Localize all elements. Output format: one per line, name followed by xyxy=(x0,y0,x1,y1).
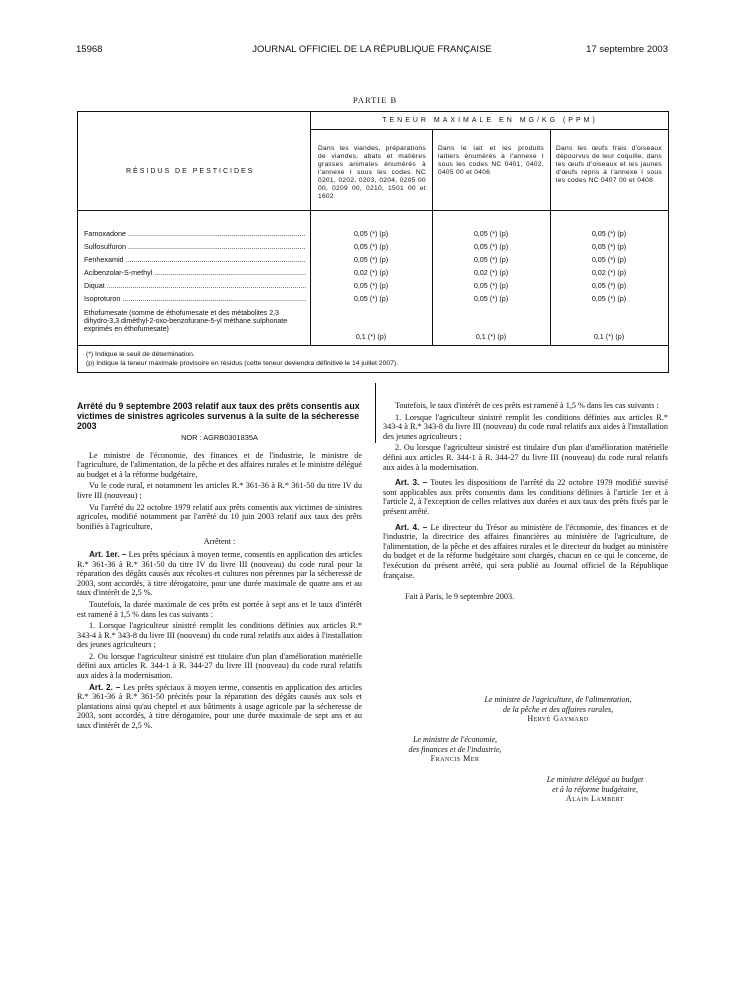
row-label: Sulfosulfuron ..... xyxy=(84,243,306,251)
table-vline xyxy=(310,112,311,345)
cell-value: 0,02 (*) (p) xyxy=(591,268,627,277)
cell-value: 0,05 (*) (p) xyxy=(353,242,389,251)
cell-value: 0,05 (*) (p) xyxy=(353,281,389,290)
article-text: Le directeur du Trésor au ministère de l'économie, des finances et de l'industrie, la directrice des affaires financières au ministère de l'agriculture, de l'alimentation, de la pêche et des affaires rurales et le directeur du budget au ministère du budget et de la réforme budgétaire sont chargés, chacun en ce qui le concerne, de l'exécution du présent arrêté, qui sera publié au Journal officiel de la République française. xyxy=(383,522,668,580)
cell-value: 0,02 (*) (p) xyxy=(353,268,389,277)
signatory-name: Francis Mer xyxy=(430,754,480,764)
row-label: Famoxadone ..... xyxy=(84,230,306,238)
cell-value: 0,05 (*) (p) xyxy=(473,281,509,290)
table-note: (*) Indique le seuil de détermination. xyxy=(86,351,195,358)
table-hline xyxy=(78,210,668,211)
paragraph: 1. Lorsque l'agriculteur sinistré remplit les conditions définies aux articles R.* 343-4 à R.* 343-8 du livre III (nouveau) du code rural relatifs aux aides à l'installation des jeunes agriculteurs ; xyxy=(383,412,668,441)
signatory-title: Le ministre délégué au budget xyxy=(546,775,644,784)
cell-value: 0,05 (*) (p) xyxy=(353,294,389,303)
column-header-viandes: Dans les viandes, préparations de viandes, abats et matières grasses animales énumérés à l'annexe I sous les codes NC 0201, 0202, 0203, 0204, 0205 00 00, 0209 00, 0210, 1501 00 et 1602 xyxy=(318,145,426,200)
right-column xyxy=(383,401,668,614)
cell-value: 0,05 (*) (p) xyxy=(353,255,389,264)
cell-value: 0,05 (*) (p) xyxy=(473,242,509,251)
preamble-paragraph: Vu le code rural, et notamment les articles R.* 361-36 à R.* 361-50 du titre IV du livre III (nouveau) ; xyxy=(77,481,362,500)
signature-budget xyxy=(515,775,675,804)
article-label: Art. 3. – xyxy=(395,478,428,488)
cell-value: 0,05 (*) (p) xyxy=(473,294,509,303)
residues-table xyxy=(77,111,669,373)
cell-value: 0,05 (*) (p) xyxy=(591,255,627,264)
article-label: Art. 2. – xyxy=(89,682,121,692)
journal-title: JOURNAL OFFICIEL DE LA RÉPUBLIQUE FRANÇAISE xyxy=(252,44,492,55)
nor-reference: NOR : AGRB0301835A xyxy=(181,433,258,442)
article-1 xyxy=(77,550,362,598)
signatory-title: des finances et de l'industrie, xyxy=(408,744,502,754)
page-number: 15968 xyxy=(76,44,103,55)
article-label: Art. 4. – xyxy=(395,522,428,532)
column-header-oeufs: Dans les œufs frais d'oiseaux dépourvus de leur coquille, dans les œufs d'oiseaux et les jaunes d'œufs repris à l'annexe I sous les codes NC 0407 00 et 0408 xyxy=(556,145,662,184)
article-2 xyxy=(77,683,362,731)
cell-value: 0,05 (*) (p) xyxy=(591,242,627,251)
paragraph: 2. Ou lorsque l'agriculteur sinistré est titulaire d'un plan d'amélioration matérielle défini aux articles R. 344-1 à R. 344-27 du livre III (nouveau) du code rural relatifs aux aides à la modernisation. xyxy=(383,443,668,472)
cell-value: 0,1 (*) (p) xyxy=(475,332,507,341)
table-hline xyxy=(78,345,668,346)
cell-value: 0,05 (*) (p) xyxy=(473,229,509,238)
cell-value: 0,1 (*) (p) xyxy=(593,332,625,341)
column-header-lait: Dans le lait et les produits laitiers énumérés à l'annexe I sous les codes NC 0401, 0402, 0405 00 et 0406 xyxy=(438,145,544,176)
article-4 xyxy=(383,523,668,581)
page-header xyxy=(76,44,668,58)
signature-economie xyxy=(370,735,540,764)
cell-value: 0,05 (*) (p) xyxy=(591,229,627,238)
fait-a-paris: Fait à Paris, le 9 septembre 2003. xyxy=(405,592,515,602)
signatory-title: et à la réforme budgétaire, xyxy=(552,784,638,794)
cell-value: 0,05 (*) (p) xyxy=(473,255,509,264)
cell-value: 0,05 (*) (p) xyxy=(353,229,389,238)
cell-value: 0,05 (*) (p) xyxy=(591,294,627,303)
arretent: Arrêtent : xyxy=(203,537,236,547)
table-hline xyxy=(310,129,668,130)
cell-value: 0,1 (*) (p) xyxy=(355,332,387,341)
teneur-header: TENEUR MAXIMALE EN MG/KG (PPM) xyxy=(382,117,598,124)
article-text: Les prêts spéciaux à moyen terme, consentis en application des articles R.* 361-36 à R.* 361-50 du titre IV du livre III (nouveau) du code rural pour la réparation des dégâts causés aux récoltes et cultures non pérennes par la sécheresse de 2003, sont accordés, à titre dérogatoire, pour une durée maximale de quatre ans et au taux d'intérêt de 2,5 %. xyxy=(77,549,362,598)
signatory-title: de la pêche et des affaires rurales, xyxy=(502,704,614,714)
paragraph: 2. Ou lorsque l'agriculteur sinistré est titulaire d'un plan d'amélioration matérielle défini aux articles R. 344-1 à R. 344-27 du livre III (nouveau) du code rural relatifs aux aides à la modernisation. xyxy=(77,651,362,681)
paragraph: Toutefois, la durée maximale de ces prêts est portée à sept ans et le taux d'intérêt est ramené à 1,5 % dans les cas suivants : xyxy=(77,599,362,619)
signatory-name: Alain Lambert xyxy=(565,794,625,804)
preamble-paragraph: Vu l'arrêté du 22 octobre 1979 relatif aux prêts consentis aux victimes de sinistres agricoles, modifié notamment par l'arrêté du 10 juin 2003 relatif aux taux des prêts bonifiés à l'agriculture, xyxy=(77,502,362,531)
preamble-paragraph: Le ministre de l'économie, des finances et de l'industrie, le ministre de l'agriculture, de l'alimentation, de la pêche et des affaires rurales et le ministre délégué au budget et à la réforme budgétaire, xyxy=(77,450,362,479)
arrete-title: Arrêté du 9 septembre 2003 relatif aux taux des prêts consentis aux victimes de sinistres agricoles survenus à la suite de la sécheresse 2003 xyxy=(77,401,360,431)
article-label: Art. 1er. – xyxy=(89,549,127,559)
publication-date: 17 septembre 2003 xyxy=(586,44,668,55)
paragraph: 1. Lorsque l'agriculteur sinistré remplit les conditions définies aux articles R.* 343-4 à R.* 343-8 du livre III (nouveau) du code rural relatifs aux aides à l'installation des jeunes agriculteurs ; xyxy=(77,621,362,650)
partie-title: PARTIE B xyxy=(352,95,398,105)
row-label: Isoproturon ..... xyxy=(84,295,306,303)
row-label: Ethofumesate (somme de éthofumesate et des métabolites 2,3 dihydro-3,3 diméthyl-2-oxo-benzofurane-5-yl méthane sulphonate exprimés en éthofumesate) xyxy=(84,310,288,334)
table-note: (p) Indique la teneur maximale provisoire en résidus (cette teneur deviendra définitive le 14 juillet 2007). xyxy=(86,360,399,367)
article-text: Les prêts spéciaux à moyen terme, consentis en application des articles R.* 361-36 à R.* 361-50 précités pour la réparation des dégâts causés aux sols et plantations ainsi qu'au cheptel et aux bâtiments à usage agricole par la sécheresse de 2003, sont accordés, à titre dérogatoire, pour une durée maximale de sept ans et au taux d'intérêt de 2,5 %. xyxy=(77,682,362,731)
row-label: Diquat ..... xyxy=(84,282,306,290)
row-label: Fenhexamid ..... xyxy=(84,256,306,264)
cell-value: 0,02 (*) (p) xyxy=(473,268,509,277)
article-3 xyxy=(383,478,668,516)
signatory-title: Le ministre de l'économie, xyxy=(412,735,498,744)
cell-value: 0,05 (*) (p) xyxy=(591,281,627,290)
column-divider xyxy=(375,383,376,443)
signatory-name: Hervé Gaymard xyxy=(527,714,589,724)
signature-agriculture xyxy=(440,695,676,724)
residus-header: RÉSIDUS DE PESTICIDES xyxy=(126,168,255,175)
article-text: Toutes les dispositions de l'arrêté du 22 octobre 1979 modifié susvisé sont applicables aux prêts consentis dans les conditions définies à l'article 1er et à l'article 2, à l'exception de celles relatives aux durées et aux taux des prêts fixés par le présent arrêté. xyxy=(383,478,668,516)
row-label: Acibenzolar-S-methyl ..... xyxy=(84,269,306,277)
paragraph: Toutefois, le taux d'intérêt de ces prêts est ramené à 1,5 % dans les cas suivants : xyxy=(395,401,659,410)
left-column xyxy=(77,401,362,733)
signatory-title: Le ministre de l'agriculture, de l'alimentation, xyxy=(484,695,632,704)
